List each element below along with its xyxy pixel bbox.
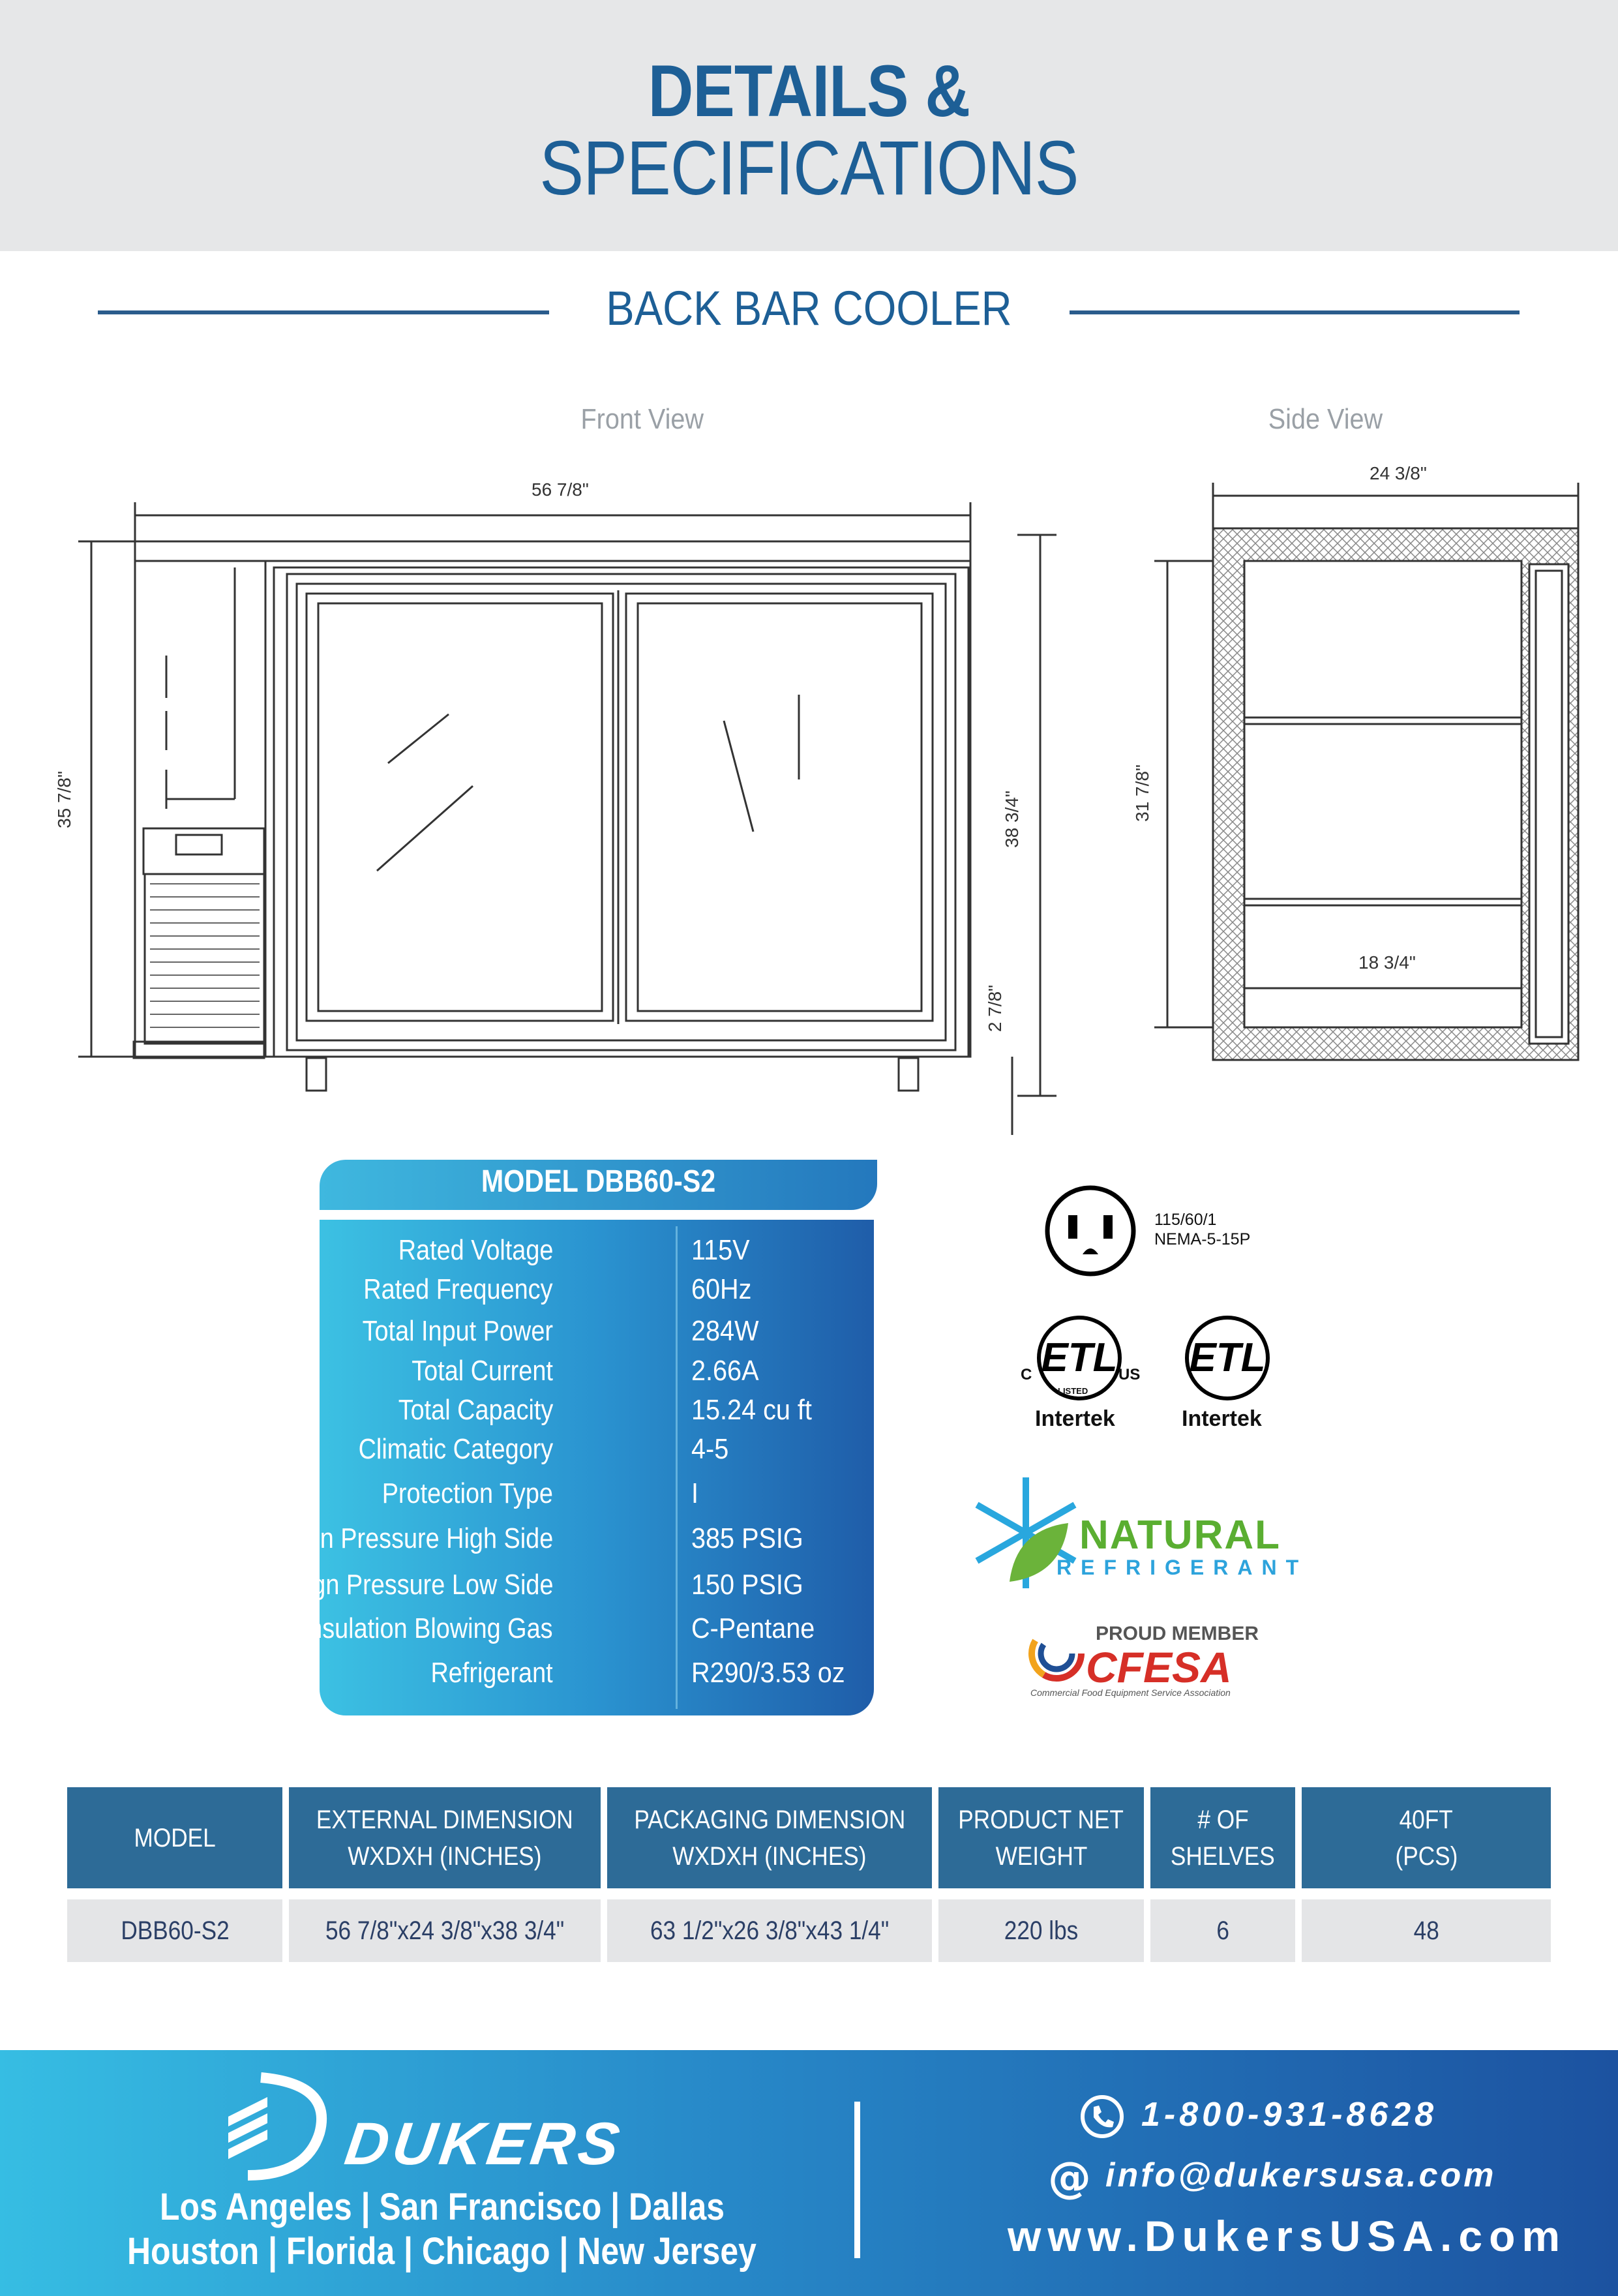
svg-text:ETL: ETL (1041, 1335, 1118, 1380)
dukers-brand: DUKERS (340, 2111, 627, 2177)
spec-value: 60Hz (691, 1273, 752, 1305)
product-subtitle: BACK BAR COOLER (606, 281, 1012, 335)
spec-row (256, 1522, 874, 1563)
front-view-drawing (78, 502, 1056, 1135)
spec-row (320, 1477, 874, 1518)
table-header-net-weight: PRODUCT NET WEIGHT (938, 1787, 1144, 1888)
side-view-drawing (1154, 483, 1578, 1060)
spec-value: R290/3.53 oz (691, 1657, 845, 1689)
footer-cities-line2: Houston | Florida | Chicago | New Jersey (127, 2230, 757, 2273)
etl-listed: LISTED (1058, 1386, 1088, 1396)
spec-label: Design Pressure High Side (256, 1522, 553, 1554)
spec-row (302, 1612, 874, 1653)
intertek-label: Intertek (1182, 1406, 1262, 1431)
cfesa-logo-text: CFESA (1086, 1643, 1232, 1691)
spec-row (320, 1355, 874, 1395)
table-cell-external-dimension: 56 7/8"x24 3/8"x38 3/4" (289, 1899, 601, 1962)
spec-value: I (691, 1477, 699, 1509)
svg-text:@: @ (1048, 2156, 1091, 2201)
model-title: MODEL DBB60-S2 (481, 1164, 716, 1199)
cfesa-swirl-icon (1027, 1624, 1086, 1683)
dukers-logo-icon (222, 2071, 339, 2182)
spec-value: 2.66A (691, 1355, 759, 1387)
website-link[interactable]: www.DukersUSA.com (1008, 2212, 1567, 2260)
spec-value: 115V (691, 1234, 750, 1266)
phone-icon (1079, 2094, 1125, 2139)
spec-value: 15.24 cu ft (691, 1394, 812, 1426)
dim-side-height: 31 7/8" (1131, 764, 1152, 822)
etl-c: C (1021, 1366, 1032, 1383)
spec-label: Protection Type (382, 1477, 553, 1509)
spec-label: Refrigerant (430, 1657, 553, 1689)
etl-us: US (1118, 1366, 1141, 1383)
footer-divider (854, 2102, 860, 2258)
spec-label: Total Capacity (398, 1394, 553, 1426)
natural-label: NATURAL (1079, 1513, 1281, 1558)
spec-label: Climatic Category (358, 1433, 553, 1465)
table-cell-net-weight: 220 lbs (938, 1899, 1144, 1962)
spec-label: Total Current (412, 1355, 553, 1387)
refrigerant-label: REFRIGERANT (1056, 1556, 1308, 1579)
etl-mark (1180, 1311, 1275, 1406)
front-view-label: Front View (580, 403, 704, 435)
table-header-packaging-dimension: PACKAGING DIMENSION WXDXH (INCHES) (607, 1787, 932, 1888)
page-title-line2: SPECIFICATIONS (539, 125, 1079, 211)
table-cell-container-qty: 48 (1302, 1899, 1551, 1962)
spec-value: 4-5 (691, 1433, 729, 1465)
table-header-container-qty: 40FT (PCS) (1302, 1787, 1551, 1888)
dim-front-height-left: 35 7/8" (53, 771, 74, 828)
dim-front-leg: 2 7/8" (985, 984, 1006, 1033)
table-cell-shelves: 6 (1150, 1899, 1295, 1962)
side-view-label: Side View (1268, 403, 1383, 435)
spec-label: Rated Frequency (363, 1273, 553, 1305)
table-header-external-dimension: EXTERNAL DIMENSION WXDXH (INCHES) (289, 1787, 601, 1888)
spec-label: Insulation Blowing Gas (302, 1612, 553, 1644)
email-address[interactable]: info@dukersusa.com (1105, 2156, 1497, 2194)
dim-side-depth: 24 3/8" (1370, 463, 1427, 483)
spec-value: 150 PSIG (691, 1569, 803, 1601)
phone-number[interactable]: 1-800-931-8628 (1141, 2096, 1438, 2134)
cfesa-subtitle: Commercial Food Equipment Service Association (1030, 1687, 1231, 1698)
spec-label: Design Pressure Low Side (262, 1569, 553, 1601)
spec-row (320, 1433, 874, 1473)
spec-label: Rated Voltage (398, 1234, 553, 1266)
dim-front-height-right: 38 3/4" (1001, 791, 1022, 848)
plug-rating: 115/60/1 (1154, 1211, 1217, 1229)
dim-front-width: 56 7/8" (532, 479, 589, 500)
spec-row (320, 1394, 874, 1434)
spec-value: 284W (691, 1315, 759, 1347)
table-header-model: MODEL (67, 1787, 282, 1888)
plug-type: NEMA-5-15P (1154, 1230, 1251, 1248)
vent-grille (150, 884, 260, 1027)
spec-value: 385 PSIG (691, 1522, 803, 1554)
cfesa-proud-member: PROUD MEMBER (1096, 1623, 1259, 1644)
page-title-line1: DETAILS & (648, 50, 970, 132)
table-cell-model: DBB60-S2 (67, 1899, 282, 1962)
spec-row (320, 1234, 874, 1275)
intertek-label: Intertek (1035, 1406, 1115, 1431)
spec-label: Total Input Power (362, 1315, 553, 1347)
spec-row (320, 1657, 874, 1697)
spec-row (262, 1569, 874, 1609)
footer-cities-line1: Los Angeles | San Francisco | Dallas (160, 2186, 725, 2228)
plug-icon (1043, 1184, 1138, 1278)
table-header-shelves: # OF SHELVES (1150, 1787, 1295, 1888)
dim-side-inner: 18 3/4" (1358, 952, 1416, 973)
spec-row (320, 1315, 874, 1355)
table-cell-packaging-dimension: 63 1/2"x26 3/8"x43 1/4" (607, 1899, 932, 1962)
spec-row (320, 1273, 874, 1314)
spec-value: C-Pentane (691, 1612, 815, 1644)
svg-text:ETL: ETL (1189, 1335, 1266, 1380)
email-icon (1047, 2156, 1092, 2201)
